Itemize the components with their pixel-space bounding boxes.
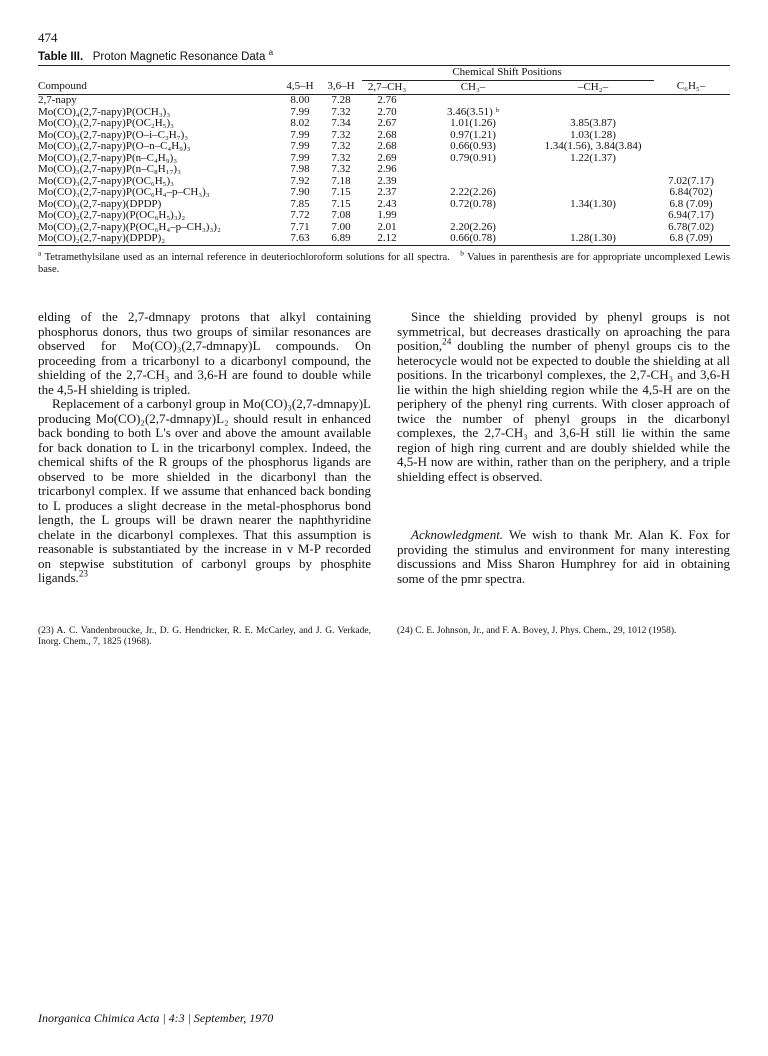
table-row	[38, 187, 730, 199]
paragraph-text: doubling the number of phenyl groups cis to the heterocycle would not be expected to double the shielding at all positions. In the tricarbonyl complexes, the 2,7-CH₃ and 3,6-H lie within the high shielding region while the 4,5-H are on the periphery of the phenyl ring currents. With closer approach of twice the number of phenyl groups in the dicarbonyl complexes, the 2,7-CH₃ and 3,6-H still lie within the same region of high ring current and are doubly shielded while the 4,5-H now are within, rather than on the periphery, and a triple shielding effect is observed.	[397, 338, 730, 484]
table-row	[38, 210, 730, 222]
col-header: CH₃–	[414, 80, 534, 95]
shift-cell: 2.39	[377, 174, 397, 187]
shift-cell: 1.03(1.28)	[570, 128, 616, 141]
shift-cell: 7.99	[290, 140, 310, 152]
paragraph-text: Since the shielding provided by phenyl groups is not symmetrical, but decreases drastically on aproaching the para position,	[397, 309, 730, 353]
shift-cell: 7.63	[290, 232, 310, 244]
shift-cell: 2.67	[377, 117, 397, 129]
page-number: 474	[38, 30, 58, 45]
left-column	[38, 310, 371, 586]
col-header: 2,7–CH₃	[362, 80, 414, 95]
shift-cell: 7.08	[331, 209, 351, 221]
table-row	[38, 141, 730, 153]
shift-cell: 6.8 (7.09)	[669, 232, 713, 244]
shift-cell: 0.66(0.78)	[450, 232, 496, 244]
compound-cell: Mo(CO)₂(2,7-napy)(P(OC₆H₄–p–CH₃)₃)₂	[38, 220, 221, 233]
table-row	[38, 164, 730, 176]
shift-cell: 7.99	[290, 128, 310, 141]
paragraph: elding of the 2,7-dmnapy protons that alkyl containing phosphorus donors, thus two groups of similar resonances are observed for Mo(CO)₃(2,7-dmnapy)L compounds. On proceeding from a tricarbonyl to a dicarbonyl compound, the shielding of the 2,7-CH₃ and 3,6-H are found to double while the 4,5-H shielding is tripled.	[38, 309, 371, 397]
shift-cell	[654, 107, 730, 119]
col-header: Compound	[38, 80, 280, 95]
group-header: Chemical Shift Positions	[362, 66, 654, 80]
journal-footer: Inorganica Chimica Acta | 4:3 | September, 1970	[38, 1011, 274, 1025]
shift-cell	[654, 95, 730, 107]
shift-cell	[654, 141, 730, 153]
shift-cell	[534, 187, 654, 199]
shift-cell: 2.20(2.26)	[450, 220, 496, 233]
table-title: Proton Magnetic Resonance Data	[92, 51, 266, 63]
shift-cell: 2.76	[377, 94, 397, 106]
shift-cell: 2.70	[377, 105, 397, 118]
shift-cell: 6.78(7.02)	[668, 220, 714, 233]
shift-cell: 2.22(2.26)	[450, 186, 496, 198]
right-column	[397, 310, 730, 586]
shift-cell: 2.12	[377, 232, 397, 244]
table-title-marker: a	[268, 48, 274, 58]
shift-cell: 6.94(7.17)	[668, 209, 714, 221]
shift-cell: 2.68	[377, 128, 397, 141]
shift-cell: 8.00	[290, 94, 310, 106]
reference-marker: 24	[442, 336, 452, 347]
shift-cell: 2.01	[377, 220, 397, 233]
compound-cell: 2,7-napy	[38, 94, 77, 106]
shift-cell: 6.89	[331, 232, 351, 244]
col-header: 4,5–H	[280, 80, 322, 95]
shift-cell: 7.85	[290, 197, 310, 210]
shift-cell: 7.98	[290, 163, 310, 175]
shift-cell: 7.18	[331, 174, 351, 187]
shift-cell: 1.01(1.26)	[450, 117, 496, 129]
shift-cell: 7.28	[331, 94, 351, 106]
shift-cell: 2.96	[377, 163, 397, 175]
shift-cell: 7.92	[290, 174, 310, 187]
shift-cell	[534, 210, 654, 222]
compound-cell: Mo(CO)₃(2,7-napy)P(n–C₄H₉)₃	[38, 151, 178, 164]
shift-cell	[654, 118, 730, 130]
shift-cell: 7.15	[331, 186, 351, 198]
shift-cell: 0.97(1.21)	[450, 128, 496, 141]
table-body	[38, 95, 730, 245]
shift-cell	[414, 164, 534, 176]
shift-cell: 1.22(1.37)	[570, 151, 616, 164]
compound-cell: Mo(CO)₂(2,7-napy)(P(OC₆H₅)₃)₂	[38, 209, 186, 221]
shift-cell: 0.79(0.91)	[450, 151, 496, 164]
compound-cell: Mo(CO)₃(2,7-napy)P(n–C₈H₁₇)₃	[38, 163, 181, 175]
compound-cell: Mo(CO)₃(2,7-napy)P(OC₆H₄–p–CH₃)₃	[38, 186, 210, 198]
shift-cell: 7.02(7.17)	[668, 174, 714, 187]
col-header: –CH₂–	[534, 80, 654, 95]
shift-cell: 3.85(3.87)	[570, 117, 616, 129]
shift-cell: 8.02	[290, 117, 310, 129]
shift-cell: 7.32	[331, 128, 351, 141]
paragraph	[38, 397, 371, 586]
footnote-a: Tetramethylsilane used as an internal reference in deuteriochloroform solutions for all spectra.	[44, 252, 450, 263]
shift-cell	[654, 130, 730, 142]
shift-cell: 7.32	[331, 151, 351, 164]
reference-23: (23) A. C. Vandenbroucke, Jr., D. G. Hendricker, R. E. McCarley, and J. G. Verkade, Inorg. Chem., 7, 1825 (1968).	[38, 626, 371, 647]
paragraph	[397, 310, 730, 484]
shift-cell	[414, 210, 534, 222]
shift-cell: 6.8 (7.09)	[669, 197, 713, 210]
reference-24: (24) C. E. Johnson, Jr., and F. A. Bovey, J. Phys. Chem., 29, 1012 (1958).	[397, 626, 677, 636]
compound-cell: Mo(CO)₂(2,7-napy)(DPDP)₂	[38, 232, 166, 244]
shift-cell: 0.72(0.78)	[450, 197, 496, 210]
footnote-marker: b	[460, 248, 464, 258]
shift-cell	[534, 164, 654, 176]
shift-cell	[654, 164, 730, 176]
table-footnotes	[38, 248, 731, 276]
shift-cell: 1.28(1.30)	[570, 232, 616, 244]
shift-cell	[414, 95, 534, 107]
acknowledgment-text: We wish to thank Mr. Alan K. Fox for providing the stimulus and environment for many interesting discussions and Miss Sharon Humphrey for aid in obtaining some of the pmr spectra.	[397, 527, 730, 586]
shift-cell: 1.34(1.56), 3.84(3.84)	[544, 140, 642, 152]
shift-cell: 1.99	[377, 209, 397, 221]
col-header: 3,6–H	[322, 80, 362, 95]
table-row	[38, 95, 730, 107]
table-row	[38, 233, 730, 245]
shift-cell: 7.99	[290, 105, 310, 118]
shift-cell: 2.43	[377, 197, 397, 210]
shift-cell: 7.32	[331, 140, 351, 152]
shift-cell: 7.90	[290, 186, 310, 198]
shift-cell: 7.71	[290, 220, 310, 233]
compound-cell: Mo(CO)₄(2,7-napy)P(OCH₃)₃	[38, 105, 171, 118]
pmr-table-wrapper	[38, 65, 730, 246]
shift-cell: 3.46(3.51) ᵇ	[447, 105, 499, 118]
shift-cell: 7.72	[290, 209, 310, 221]
shift-cell	[534, 176, 654, 188]
shift-cell	[534, 95, 654, 107]
table-row	[38, 118, 730, 130]
shift-cell: 7.32	[331, 163, 351, 175]
compound-cell: Mo(CO)₃(2,7-napy)P(OC₆H₅)₃	[38, 174, 175, 187]
shift-cell: 7.00	[331, 220, 351, 233]
shift-cell: 7.34	[331, 117, 351, 129]
shift-cell: 0.66(0.93)	[450, 140, 496, 152]
table-header-row	[38, 80, 730, 95]
compound-cell: Mo(CO)₃(2,7-napy)P(OC₂H₅)₃	[38, 117, 175, 129]
shift-cell: 7.15	[331, 197, 351, 210]
shift-cell: 1.34(1.30)	[570, 197, 616, 210]
paragraph-text: Replacement of a carbonyl group in Mo(CO)₃(2,7-dmnapy)L producing Mo(CO)₂(2,7-dmnapy)L₂ should result in enhanced back bonding to both L's over and above the amount available for back donation to L in the tricarbonyl complex. Indeed, the chemical shifts of the R groups of the phosphorus ligands are observed to be more shielded in the dicarbonyl than the tricarbonyl complex. If we assume that enhanced back bonding to L produces a slight decrease in the metal-phosphorus bond length, the L groups will be drawn nearer the naphthyridine chelate in the dicarbonyl complexes. That this assumption is reasonable is substantiated by the increase in ν M-P recorded on stepwise substitution of carbonyl groups by phosphite ligands.	[38, 396, 371, 585]
shift-cell: 2.68	[377, 140, 397, 152]
table-bottom-rule	[38, 245, 730, 246]
table-label: Table III.	[38, 51, 84, 63]
compound-cell: Mo(CO)₃(2,7-napy)P(O–n–C₄H₉)₃	[38, 140, 191, 152]
shift-cell: 2.37	[377, 186, 397, 198]
compound-cell: Mo(CO)₃(2,7-napy)P(O–i–C₃H₇)₃	[38, 128, 189, 141]
compound-cell: Mo(CO)₃(2,7-napy)(DPDP)	[38, 197, 162, 210]
shift-cell	[654, 153, 730, 165]
acknowledgment-label: Acknowledgment.	[411, 527, 504, 542]
shift-cell: 7.32	[331, 105, 351, 118]
shift-cell: 7.99	[290, 151, 310, 164]
pmr-table	[38, 66, 730, 245]
shift-cell: 2.69	[377, 151, 397, 164]
shift-cell: 6.84(702)	[669, 186, 713, 198]
footnote-marker: a	[38, 248, 42, 258]
col-header: C₆H₅–	[654, 80, 730, 95]
table-caption	[38, 48, 274, 63]
footnote-b: Values in parenthesis are for appropriate uncomplexed Lewis base.	[38, 252, 731, 275]
acknowledgment	[397, 528, 730, 586]
reference-marker: 23	[78, 568, 88, 579]
